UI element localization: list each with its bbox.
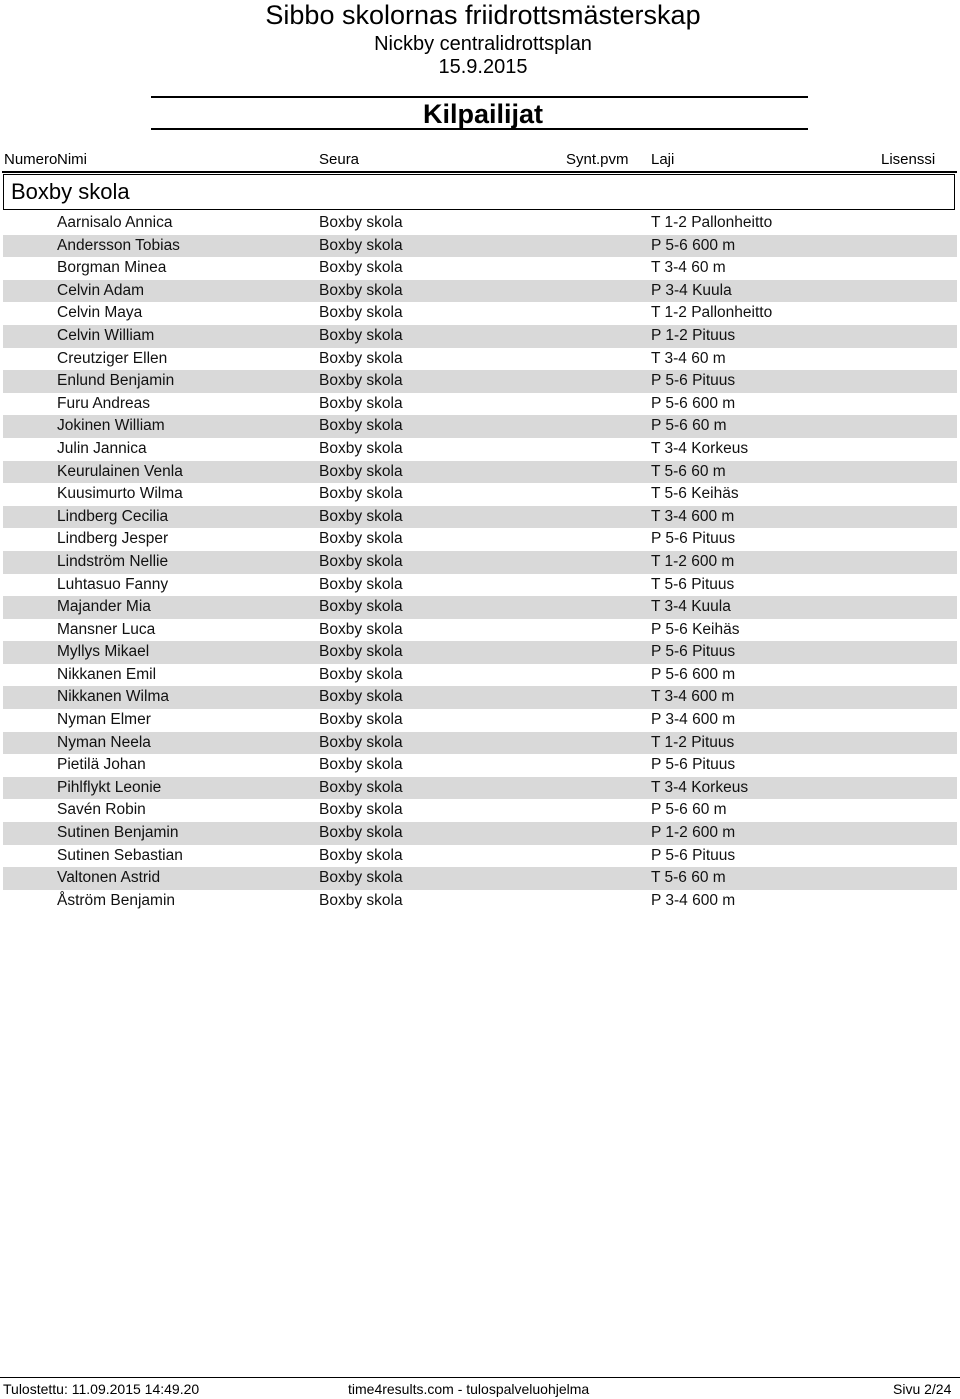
club-heading	[3, 174, 955, 210]
table-row	[3, 890, 957, 913]
cell-laji: P 5-6 Pituus	[651, 530, 736, 548]
table-row	[3, 799, 957, 822]
cell-seura: Boxby skola	[319, 259, 403, 277]
page-number: Sivu 2/24	[893, 1381, 952, 1397]
cell-seura: Boxby skola	[319, 575, 403, 593]
cell-laji: P 5-6 Keihäs	[651, 620, 740, 638]
cell-seura: Boxby skola	[319, 439, 403, 457]
cell-nimi: Borgman Minea	[57, 259, 167, 277]
cell-seura: Boxby skola	[319, 643, 403, 661]
cell-nimi: Myllys Mikael	[57, 643, 150, 661]
column-header-laji: Laji	[651, 151, 675, 168]
cell-laji: P 5-6 Pituus	[651, 846, 736, 864]
cell-seura: Boxby skola	[319, 236, 403, 254]
cell-seura: Boxby skola	[319, 326, 403, 344]
cell-laji: T 1-2 Pallonheitto	[651, 304, 773, 322]
cell-seura: Boxby skola	[319, 372, 403, 390]
cell-seura: Boxby skola	[319, 214, 403, 231]
cell-nimi: Julin Jannica	[57, 439, 147, 457]
cell-nimi: Jokinen William	[57, 417, 165, 435]
table-row	[3, 709, 957, 732]
cell-laji: P 5-6 Pituus	[651, 756, 736, 774]
column-header-synt: Synt.pvm	[566, 151, 629, 168]
table-row	[3, 664, 957, 687]
cell-seura: Boxby skola	[319, 417, 403, 435]
cell-nimi: Lindström Nellie	[57, 552, 169, 570]
cell-nimi: Enlund Benjamin	[57, 372, 175, 390]
cell-laji: P 5-6 60 m	[651, 417, 727, 435]
cell-laji: T 5-6 60 m	[651, 869, 726, 887]
cell-laji: T 3-4 600 m	[651, 507, 735, 525]
table-row	[3, 461, 957, 484]
cell-seura: Boxby skola	[319, 801, 403, 819]
cell-laji: T 1-2 Pallonheitto	[651, 214, 773, 231]
cell-seura: Boxby skola	[319, 688, 403, 706]
table-row	[3, 348, 957, 371]
cell-nimi: Celvin Adam	[57, 281, 145, 299]
cell-seura: Boxby skola	[319, 485, 403, 503]
cell-seura: Boxby skola	[319, 846, 403, 864]
table-row	[3, 528, 957, 551]
table-row	[3, 867, 957, 890]
cell-nimi: Nyman Neela	[57, 733, 151, 751]
cell-seura: Boxby skola	[319, 824, 403, 842]
venue: Nickby centralidrottsplan	[374, 33, 592, 55]
event-date: 15.9.2015	[438, 56, 528, 78]
cell-laji: T 3-4 Korkeus	[651, 778, 749, 796]
cell-seura: Boxby skola	[319, 462, 403, 480]
column-header-seura: Seura	[319, 151, 360, 168]
cell-laji: P 5-6 Pituus	[651, 372, 736, 390]
table-row	[3, 212, 957, 235]
cell-laji: P 1-2 Pituus	[651, 326, 736, 344]
cell-laji: T 3-4 60 m	[651, 259, 726, 277]
table-row	[3, 415, 957, 438]
competitor-list	[3, 212, 957, 912]
cell-nimi: Nikkanen Emil	[57, 665, 157, 683]
table-row	[3, 551, 957, 574]
cell-nimi: Savén Robin	[57, 801, 146, 819]
cell-nimi: Sutinen Sebastian	[57, 846, 183, 864]
cell-laji: P 5-6 600 m	[651, 236, 736, 254]
cell-nimi: Celvin William	[57, 326, 155, 344]
cell-nimi: Nikkanen Wilma	[57, 688, 169, 706]
cell-laji: P 3-4 Kuula	[651, 281, 732, 299]
cell-seura: Boxby skola	[319, 891, 403, 909]
cell-seura: Boxby skola	[319, 281, 403, 299]
table-row	[3, 732, 957, 755]
table-row	[3, 754, 957, 777]
footer-rule	[0, 1377, 960, 1378]
cell-laji: P 5-6 Pituus	[651, 643, 736, 661]
cell-seura: Boxby skola	[319, 756, 403, 774]
title-rule-bottom	[151, 128, 808, 130]
table-row	[3, 596, 957, 619]
page-title: Sibbo skolornas friidrottsmästerskap	[265, 0, 701, 30]
table-row	[3, 483, 957, 506]
table-row	[3, 302, 957, 325]
cell-nimi: Pietilä Johan	[57, 756, 146, 774]
cell-nimi: Pihlflykt Leonie	[57, 778, 162, 796]
table-row	[3, 438, 957, 461]
cell-laji: P 1-2 600 m	[651, 824, 736, 842]
cell-seura: Boxby skola	[319, 598, 403, 616]
cell-seura: Boxby skola	[319, 778, 403, 796]
cell-seura: Boxby skola	[319, 665, 403, 683]
cell-laji: T 3-4 60 m	[651, 349, 726, 367]
column-header-numero: Numero	[4, 151, 58, 168]
table-row	[3, 574, 957, 597]
cell-nimi: Celvin Maya	[57, 304, 143, 322]
cell-nimi: Luhtasuo Fanny	[57, 575, 169, 593]
cell-laji: T 5-6 Keihäs	[651, 485, 739, 503]
cell-laji: T 1-2 600 m	[651, 552, 735, 570]
cell-nimi: Lindberg Jesper	[57, 530, 169, 548]
table-row	[3, 325, 957, 348]
table-row	[3, 280, 957, 303]
cell-seura: Boxby skola	[319, 349, 403, 367]
cell-laji: T 3-4 600 m	[651, 688, 735, 706]
cell-seura: Boxby skola	[319, 507, 403, 525]
cell-laji: T 5-6 Pituus	[651, 575, 735, 593]
table-row	[3, 777, 957, 800]
cell-nimi: Majander Mia	[57, 598, 151, 616]
cell-nimi: Andersson Tobias	[57, 236, 180, 254]
table-row	[3, 845, 957, 868]
cell-seura: Boxby skola	[319, 869, 403, 887]
table-row	[3, 641, 957, 664]
table-row	[3, 370, 957, 393]
cell-nimi: Nyman Elmer	[57, 711, 151, 729]
cell-laji: T 1-2 Pituus	[651, 733, 735, 751]
cell-nimi: Keurulainen Venla	[57, 462, 183, 480]
table-row	[3, 393, 957, 416]
printed-timestamp: Tulostettu: 11.09.2015 14:49.20	[3, 1381, 200, 1397]
column-header-lisenssi: Lisenssi	[881, 151, 936, 168]
cell-nimi: Furu Andreas	[57, 394, 151, 412]
cell-laji: P 3-4 600 m	[651, 891, 736, 909]
table-row	[3, 235, 957, 258]
cell-nimi: Aarnisalo Annica	[57, 214, 173, 231]
column-header-nimi: Nimi	[57, 151, 87, 168]
cell-laji: P 5-6 600 m	[651, 665, 736, 683]
cell-laji: T 3-4 Korkeus	[651, 439, 749, 457]
software-credit: time4results.com - tulospalveluohjelma	[348, 1381, 590, 1397]
cell-nimi: Sutinen Benjamin	[57, 824, 179, 842]
cell-laji: T 5-6 60 m	[651, 462, 726, 480]
cell-nimi: Valtonen Astrid	[57, 869, 161, 887]
table-row	[3, 506, 957, 529]
section-title: Kilpailijat	[422, 99, 544, 129]
table-row	[3, 619, 957, 642]
cell-seura: Boxby skola	[319, 711, 403, 729]
cell-nimi: Mansner Luca	[57, 620, 156, 638]
cell-nimi: Lindberg Cecilia	[57, 507, 169, 525]
table-row	[3, 822, 957, 845]
cell-laji: P 5-6 600 m	[651, 394, 736, 412]
cell-nimi: Kuusimurto Wilma	[57, 485, 183, 503]
cell-seura: Boxby skola	[319, 530, 403, 548]
cell-nimi: Creutziger Ellen	[57, 349, 168, 367]
table-row	[3, 686, 957, 709]
cell-seura: Boxby skola	[319, 552, 403, 570]
cell-laji: P 3-4 600 m	[651, 711, 736, 729]
cell-nimi: Åström Benjamin	[57, 891, 176, 909]
club-name: Boxby skola	[11, 179, 130, 204]
cell-seura: Boxby skola	[319, 733, 403, 751]
cell-laji: P 5-6 60 m	[651, 801, 727, 819]
cell-seura: Boxby skola	[319, 620, 403, 638]
cell-seura: Boxby skola	[319, 394, 403, 412]
cell-seura: Boxby skola	[319, 304, 403, 322]
header-rule	[2, 171, 957, 173]
title-rule-top	[151, 96, 808, 98]
table-row	[3, 257, 957, 280]
cell-laji: T 3-4 Kuula	[651, 598, 731, 616]
